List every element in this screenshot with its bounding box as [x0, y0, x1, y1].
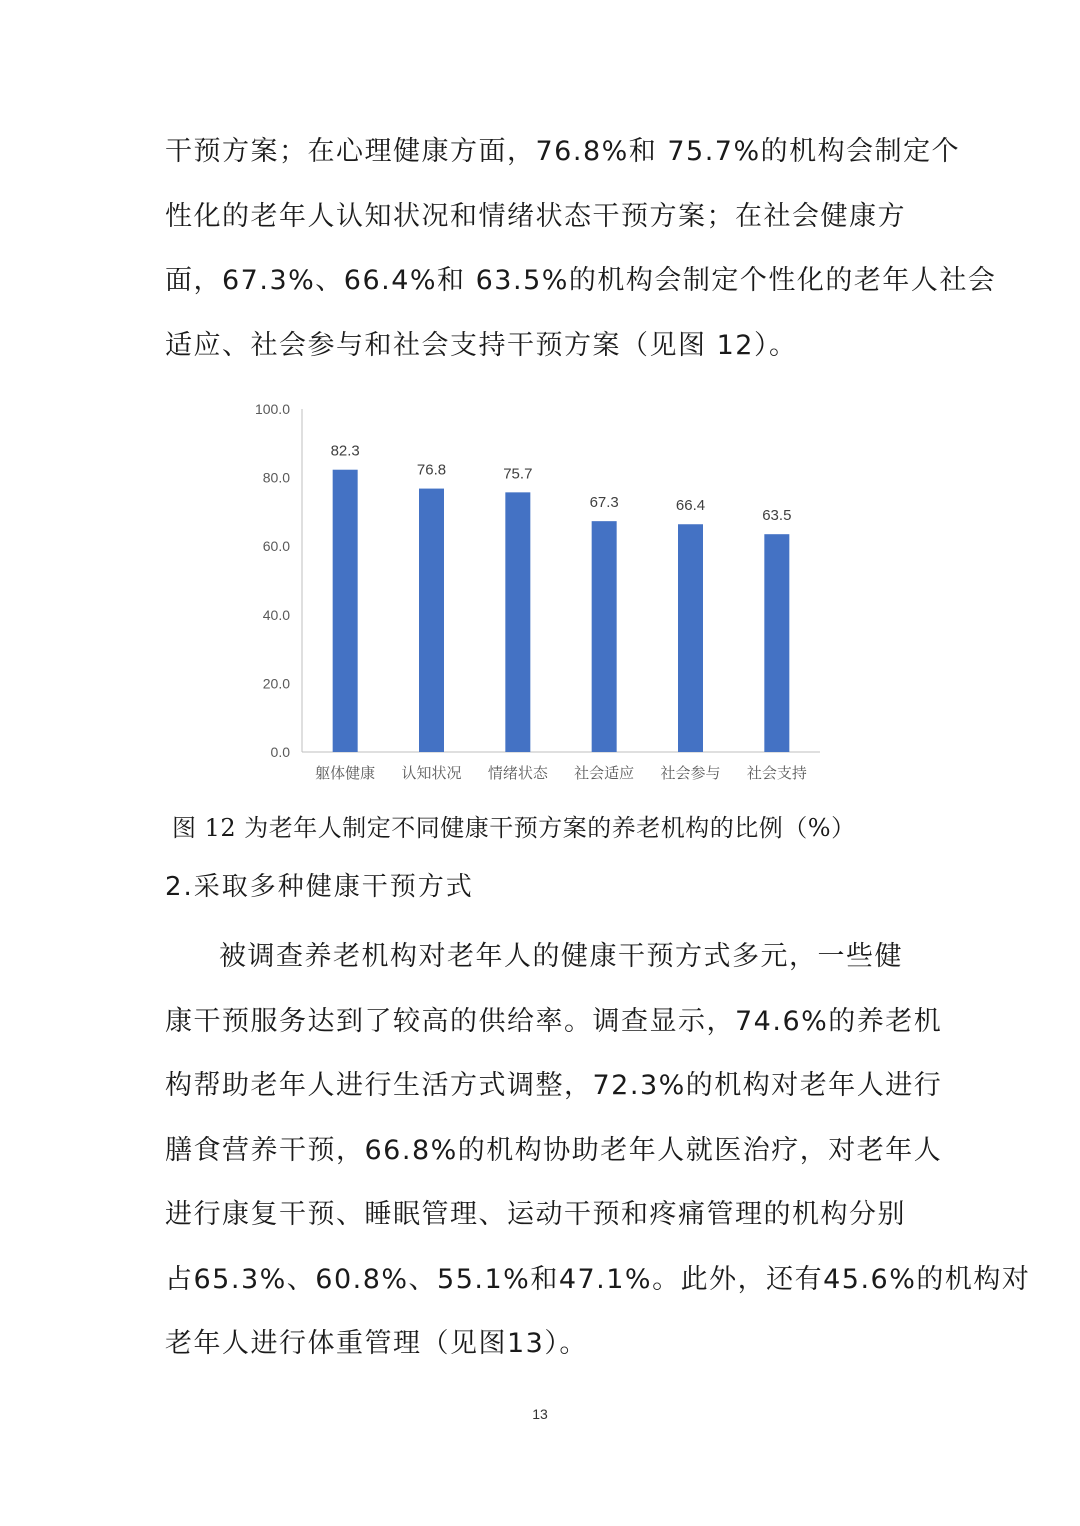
bar-value-label: 82.3: [330, 442, 360, 460]
y-tick-label: 0.0: [270, 744, 290, 760]
text-line: 被调查养老机构对老年人的健康干预方式多元，一些健: [219, 941, 903, 972]
x-tick-label: 社会适应: [574, 765, 635, 782]
paragraph-top: [165, 120, 997, 378]
bar: [505, 492, 530, 752]
text-line: 面，67.3%、66.4%和 63.5%的机构会制定个性化的老年人社会: [165, 265, 997, 296]
y-tick-label: 100.0: [254, 401, 290, 417]
x-tick-label: 躯体健康: [315, 765, 376, 782]
text-line: 性化的老年人认知状况和情绪状态干预方案；在社会健康方: [165, 200, 906, 232]
bar: [419, 489, 444, 752]
section-heading: 2.采取多种健康干预方式: [165, 872, 474, 902]
bar: [333, 470, 358, 752]
y-tick-label: 40.0: [262, 606, 290, 623]
text-line: 老年人进行体重管理（见图13）。: [165, 1328, 588, 1359]
text-line: 康干预服务达到了较高的供给率。调查显示，74.6%的养老机: [165, 1005, 943, 1037]
figure-caption: 图 12 为老年人制定不同健康干预方案的养老机构的比例（%）: [172, 814, 856, 842]
text-line: 干预方案；在心理健康方面，76.8%和 75.7%的机构会制定个: [165, 136, 961, 167]
bar: [764, 534, 789, 752]
bar: [678, 524, 703, 752]
text-line: 适应、社会参与和社会支持干预方案（见图 12）。: [165, 329, 798, 361]
bar-value-label: 75.7: [503, 465, 533, 483]
bar-value-label: 66.4: [675, 497, 706, 515]
paragraph-bottom: [165, 925, 1031, 1377]
x-tick-label: 情绪状态: [487, 765, 548, 782]
x-tick-label: 认知状况: [401, 765, 462, 782]
y-tick-label: 60.0: [262, 538, 290, 555]
y-tick-label: 20.0: [262, 675, 290, 692]
bar-value-label: 63.5: [762, 507, 792, 525]
text-line: 构帮助老年人进行生活方式调整，72.3%的机构对老年人进行: [165, 1070, 943, 1101]
text-line: 进行康复干预、睡眠管理、运动干预和疼痛管理的机构分别: [165, 1199, 906, 1230]
text-line: 占65.3%、60.8%、55.1%和47.1%。此外，还有45.6%的机构对: [165, 1263, 1031, 1295]
text-line: 膳食营养干预，66.8%的机构协助老年人就医治疗，对老年人: [165, 1134, 943, 1166]
y-tick-label: 80.0: [262, 469, 290, 486]
page-number: 13: [532, 1406, 548, 1422]
bar-value-label: 67.3: [589, 494, 619, 512]
x-tick-label: 社会支持: [746, 765, 807, 782]
bar-chart: [240, 395, 840, 795]
bar-value-label: 76.8: [416, 461, 447, 479]
x-tick-label: 社会参与: [660, 765, 721, 782]
bar: [592, 521, 617, 752]
